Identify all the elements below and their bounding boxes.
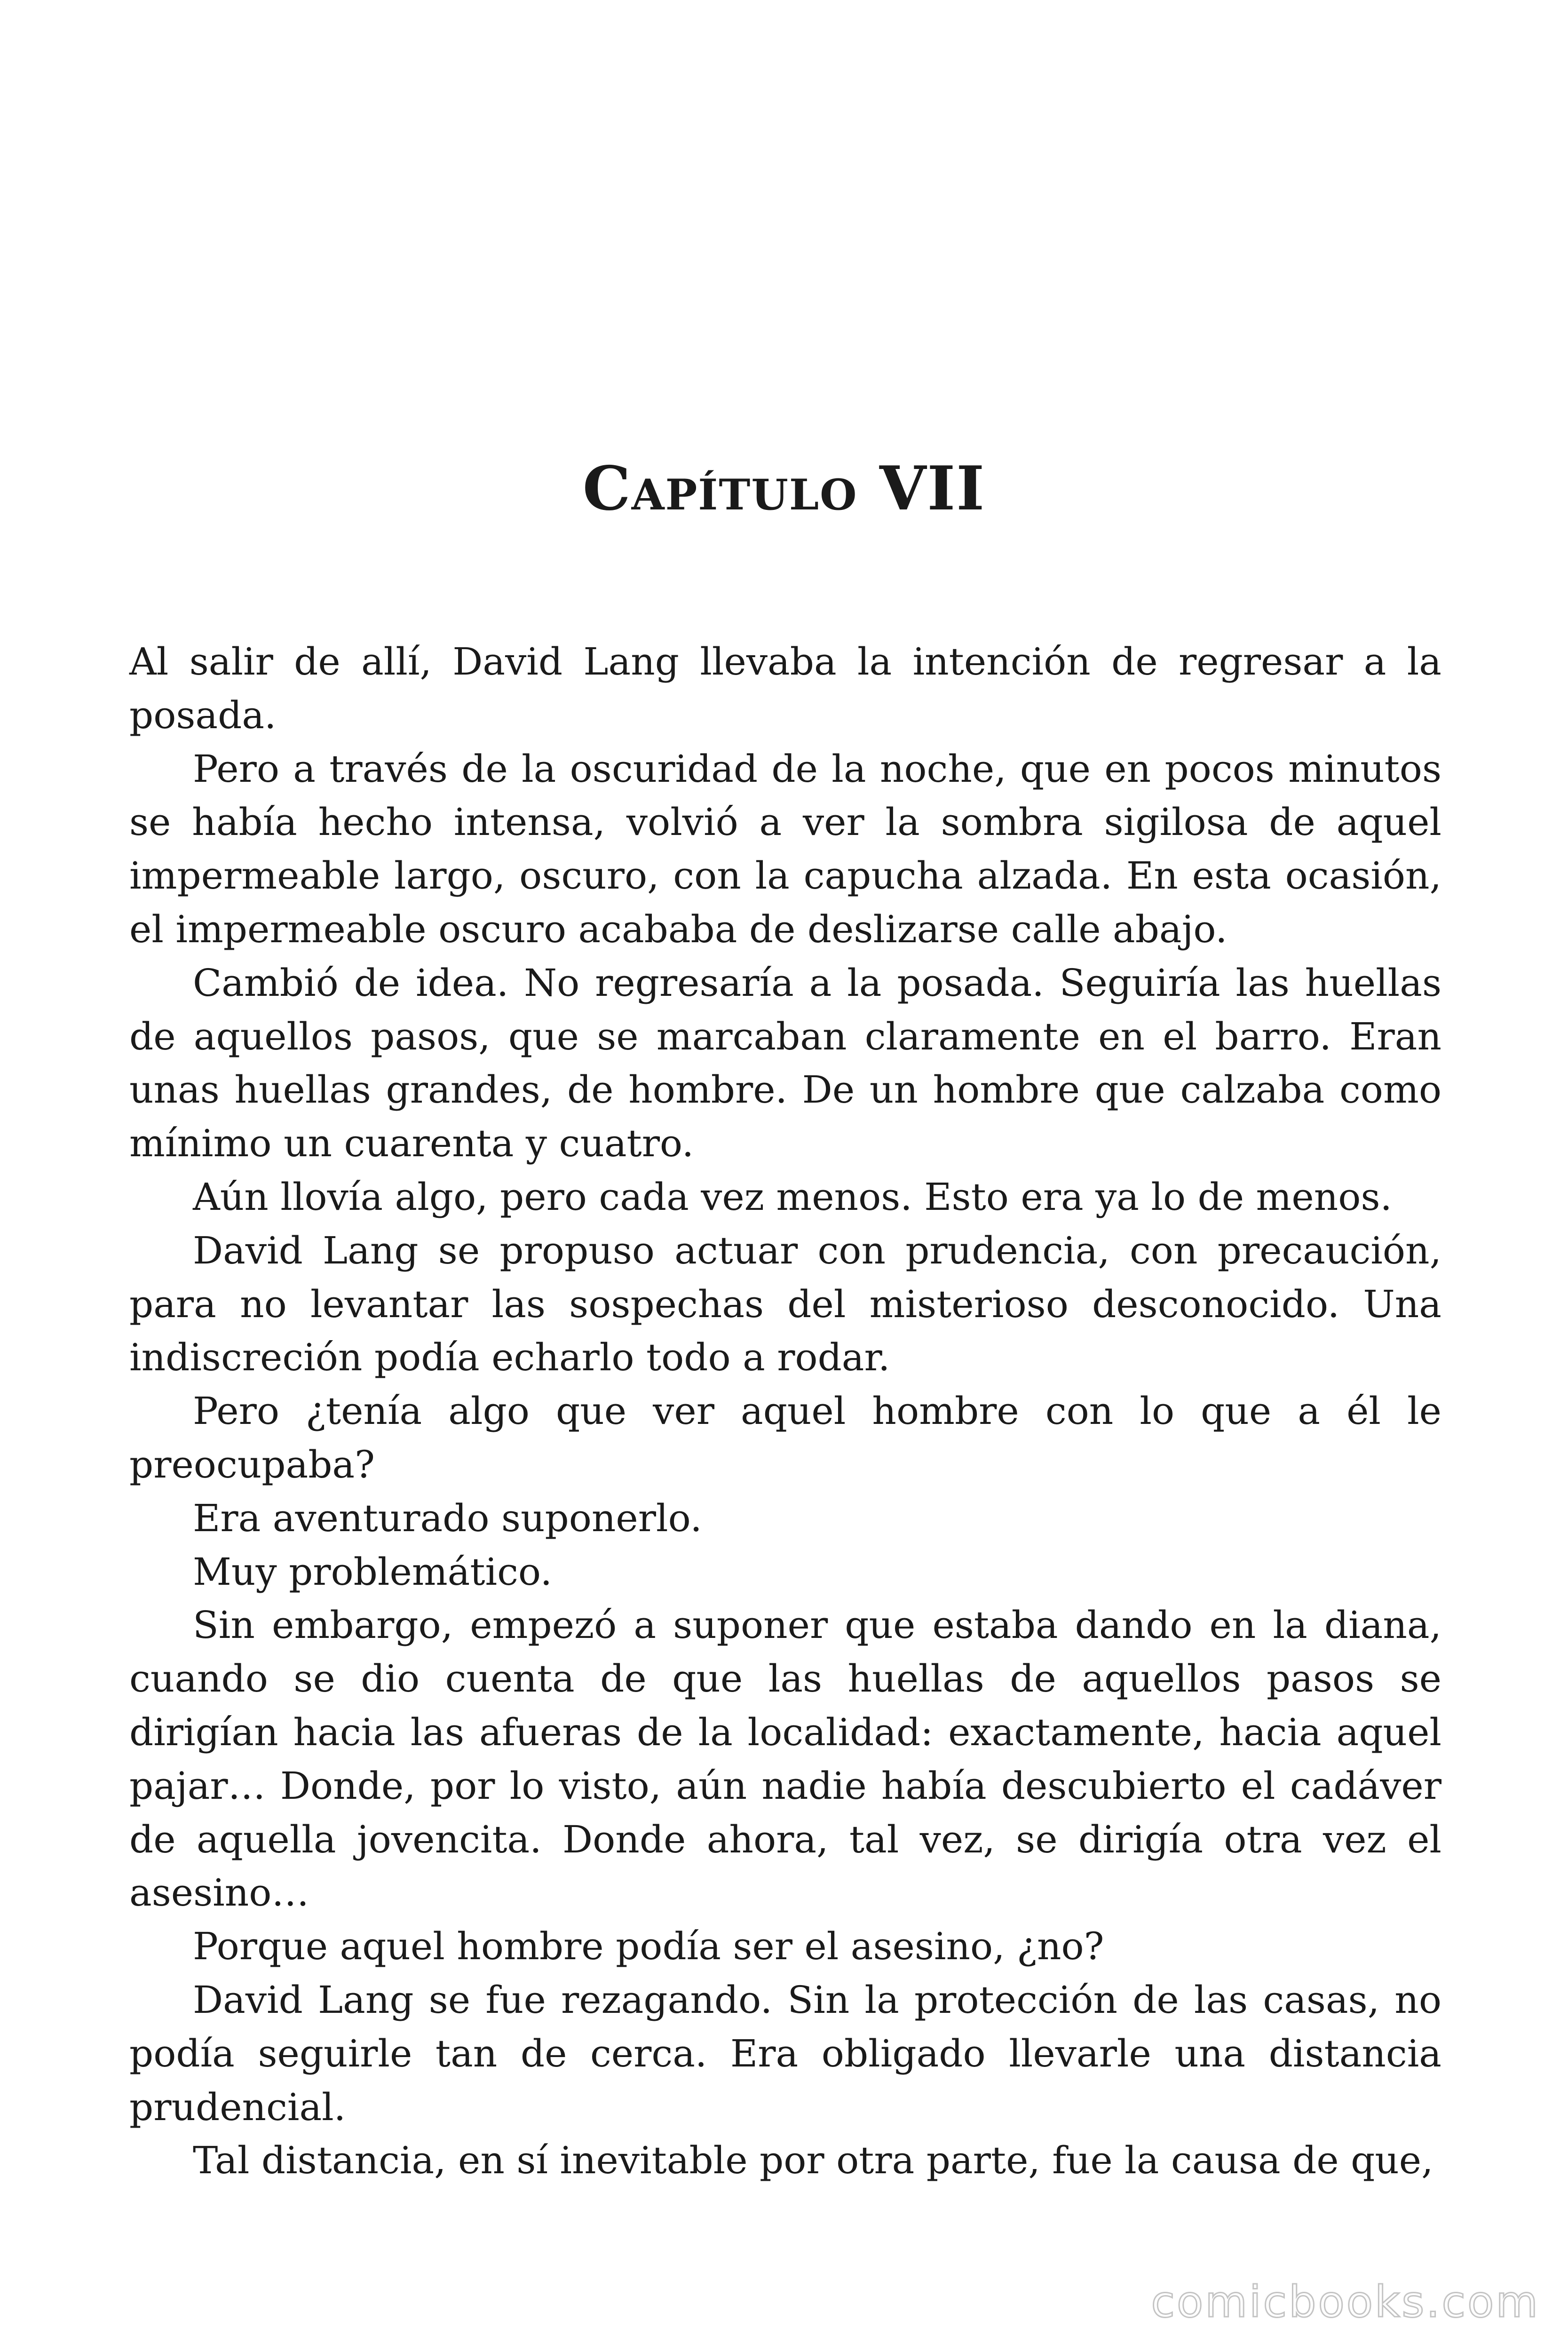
paragraph-11: David Lang se fue rezagando. Sin la protección de las casas, no podía seguirle tan de cerca. Era obligado llevarle una distancia prudencial. — [129, 1978, 1441, 2129]
paragraph-5: David Lang se propuso actuar con prudencia, con precaución, para no levantar las sospechas del misterioso desconocido. Una indiscreción podía echarlo todo a rodar. — [129, 1228, 1441, 1380]
paragraph-7: Era aventurado suponerlo. — [193, 1496, 702, 1540]
paragraph-2: Pero a través de la oscuridad de la noche, que en pocos minutos se había hecho intensa, volvió a ver la sombra sigilosa de aquel impermeable largo, oscuro, con la capucha alzada. En esta ocasión, el impermeable oscuro acababa de deslizarse calle abajo. — [129, 747, 1441, 951]
paragraph-1: Al salir de allí, David Lang llevaba la intención de regresar a la posada. — [129, 640, 1441, 737]
watermark: comicbooks.com — [1151, 2277, 1540, 2327]
paragraph-9: Sin embargo, empezó a suponer que estaba dando en la diana, cuando se dio cuenta de que las huellas de aquellos pasos se dirigían hacia las afueras de la localidad: exactamente, hacia aquel pajar… Donde, por lo visto, aún nadie había descubierto el cadáver de aquella jovencita. Donde ahora, tal vez, se dirigía otra vez el asesino… — [129, 1603, 1441, 1915]
paragraph-4: Aún llovía algo, pero cada vez menos. Esto era ya lo de menos. — [193, 1175, 1392, 1219]
paragraph-10: Porque aquel hombre podía ser el asesino, ¿no? — [193, 1924, 1104, 1969]
chapter-body — [129, 635, 1441, 2187]
paragraph-3: Cambió de idea. No regresaría a la posada. Seguiría las huellas de aquellos pasos, que se marcaban claramente en el barro. Eran unas huellas grandes, de hombre. De un hombre que calzaba como mínimo un cuarenta y cuatro. — [129, 961, 1441, 1166]
paragraph-12: Tal distancia, en sí inevitable por otra parte, fue la causa de que, — [193, 2138, 1433, 2183]
chapter-title: Capítulo VII — [582, 453, 986, 524]
paragraph-8: Muy problemático. — [193, 1549, 553, 1594]
paragraph-6: Pero ¿tenía algo que ver aquel hombre con lo que a él le preocupaba? — [129, 1389, 1441, 1486]
